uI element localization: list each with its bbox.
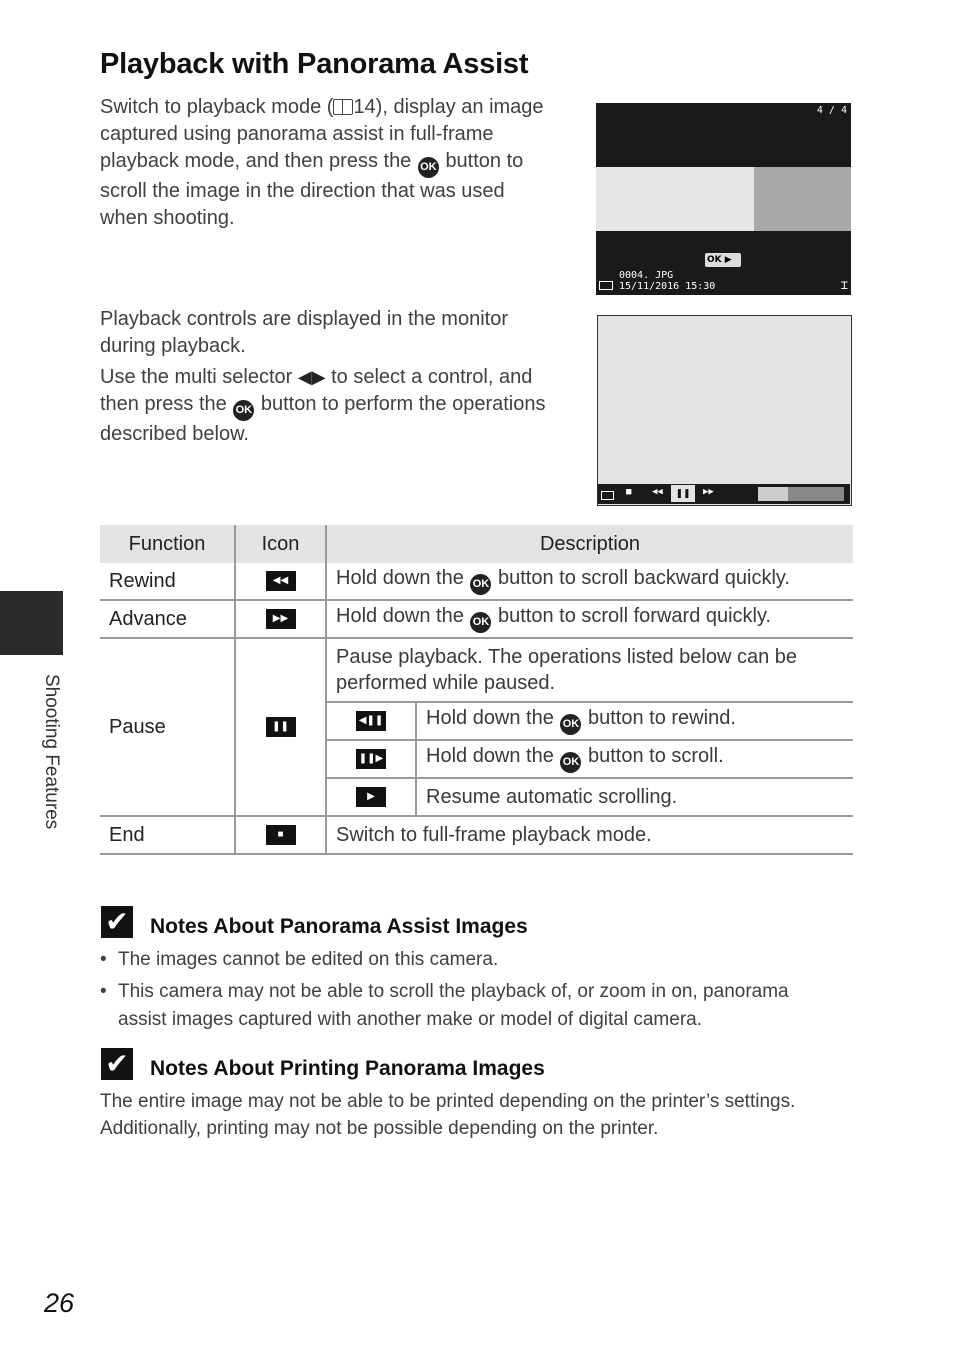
scroll-position-bar <box>758 487 844 501</box>
file-name: 0004. JPG <box>619 270 674 281</box>
desc-text: button to scroll forward quickly. <box>498 605 772 627</box>
ok-button-icon: OK <box>470 612 491 633</box>
controls-text-1: Playback controls are displayed in the monitor during playback. <box>100 308 508 357</box>
ok-button-icon: OK <box>470 574 491 595</box>
description-resume: Resume automatic scrolling. <box>416 778 853 816</box>
table-row-advance <box>100 600 853 638</box>
note1-heading: Notes About Panorama Assist Images <box>150 915 528 938</box>
icon-cell <box>235 638 326 816</box>
desc-text: button to scroll. <box>588 745 724 767</box>
function-rewind: Rewind <box>100 563 235 600</box>
camera-screen-playback <box>597 315 852 506</box>
desc-text: Hold down the <box>336 567 464 589</box>
advance-control-icon: ▶▶ <box>703 487 714 497</box>
description-rewind <box>326 563 853 600</box>
panorama-icon: ⌶ <box>840 278 848 292</box>
icon-cell <box>326 740 416 778</box>
note2-text: The entire image may not be able to be printed depending on the printer’s settings. Additionally, printing may not be possible depending on the printer. <box>100 1091 796 1139</box>
pause-control-icon: ❚❚ <box>671 485 695 502</box>
note1-list <box>100 946 840 1038</box>
page-number: 26 <box>44 1288 75 1318</box>
ok-play-hint <box>705 253 741 267</box>
table-row-end <box>100 816 853 854</box>
camera-screen-fullframe <box>596 103 851 295</box>
controls-text-2c: button to perform the operations described below. <box>100 393 546 445</box>
description-pause: Pause playback. The operations listed below can be performed while paused. <box>326 638 853 702</box>
ok-button-icon: OK <box>560 714 581 735</box>
header-icon: Icon <box>235 525 326 563</box>
controls-text-2b: to select a control, and then press the <box>100 366 533 415</box>
function-table <box>100 525 853 855</box>
end-control-icon: ■ <box>626 487 632 497</box>
advance-icon: ▶▶ <box>266 609 296 629</box>
description-end: Switch to full-frame playback mode. <box>326 816 853 854</box>
description-step-forward <box>416 740 853 778</box>
header-description: Description <box>326 525 853 563</box>
icon-cell <box>326 702 416 740</box>
intro-text-1: Switch to playback mode ( <box>100 96 334 118</box>
panorama-image-dark <box>754 167 851 231</box>
note2-heading: Notes About Printing Panorama Images <box>150 1057 545 1080</box>
play-icon: ▶ <box>356 787 386 807</box>
icon-cell <box>235 816 326 854</box>
intro-text-2: 14), display an image captured using panorama assist in full-frame playback mode, and then press the <box>100 96 544 172</box>
description-advance <box>326 600 853 638</box>
function-end: End <box>100 816 235 854</box>
table-row-rewind <box>100 563 853 600</box>
step-rewind-icon: ◀❚❚ <box>356 711 386 731</box>
note1-header <box>101 905 528 939</box>
controls-paragraph <box>100 306 555 448</box>
battery-icon <box>599 281 613 290</box>
multi-selector-left-right-icon: ◀▶ <box>297 367 326 387</box>
date-time: 15/11/2016 15:30 <box>619 281 716 292</box>
desc-text: button to scroll backward quickly. <box>498 567 790 589</box>
intro-paragraph <box>100 94 550 232</box>
scroll-position-indicator <box>758 487 788 501</box>
ok-button-icon: OK <box>418 157 439 178</box>
note2-header <box>101 1047 545 1081</box>
ok-button-icon: OK <box>560 752 581 773</box>
book-reference-icon <box>333 99 353 115</box>
controls-text-2a: Use the multi selector <box>100 366 293 388</box>
list-item: • The images cannot be edited on this camera. <box>100 946 840 974</box>
desc-text: Hold down the <box>336 605 464 627</box>
ok-button-icon: OK <box>233 400 254 421</box>
function-advance: Advance <box>100 600 235 638</box>
stop-icon: ■ <box>266 825 296 845</box>
rewind-control-icon: ◀◀ <box>652 487 663 497</box>
table-row-pause <box>100 638 853 702</box>
chapter-label: Shooting Features <box>41 674 62 830</box>
frame-counter: 4 / 4 <box>816 105 847 116</box>
battery-icon <box>601 491 614 500</box>
controls-text-2 <box>100 364 555 448</box>
function-pause: Pause <box>100 638 235 816</box>
step-forward-icon: ❚❚▶ <box>356 749 386 769</box>
check-mark-icon: ✔ <box>101 906 133 938</box>
rewind-icon: ◀◀ <box>266 571 296 591</box>
ok-hint-label: OK <box>707 255 722 265</box>
desc-text: button to rewind. <box>588 707 736 729</box>
icon-cell <box>326 778 416 816</box>
play-icon: ▶ <box>721 255 732 265</box>
panorama-image-light <box>596 167 754 231</box>
table-header-row <box>100 525 853 563</box>
pause-icon: ❚❚ <box>266 717 296 737</box>
chapter-tab <box>0 591 63 655</box>
list-item: • This camera may not be able to scroll the playback of, or zoom in on, panorama assist images captured with another make or model of digital camera. <box>100 978 840 1034</box>
icon-cell <box>235 563 326 600</box>
desc-text: Hold down the <box>426 707 554 729</box>
header-function: Function <box>100 525 235 563</box>
check-mark-icon: ✔ <box>101 1048 133 1080</box>
description-step-rewind <box>416 702 853 740</box>
intro-text-3: button to scroll the image in the direction that was used when shooting. <box>100 150 524 229</box>
page-title: Playback with Panorama Assist <box>100 48 529 80</box>
desc-text: Hold down the <box>426 745 554 767</box>
icon-cell <box>235 600 326 638</box>
